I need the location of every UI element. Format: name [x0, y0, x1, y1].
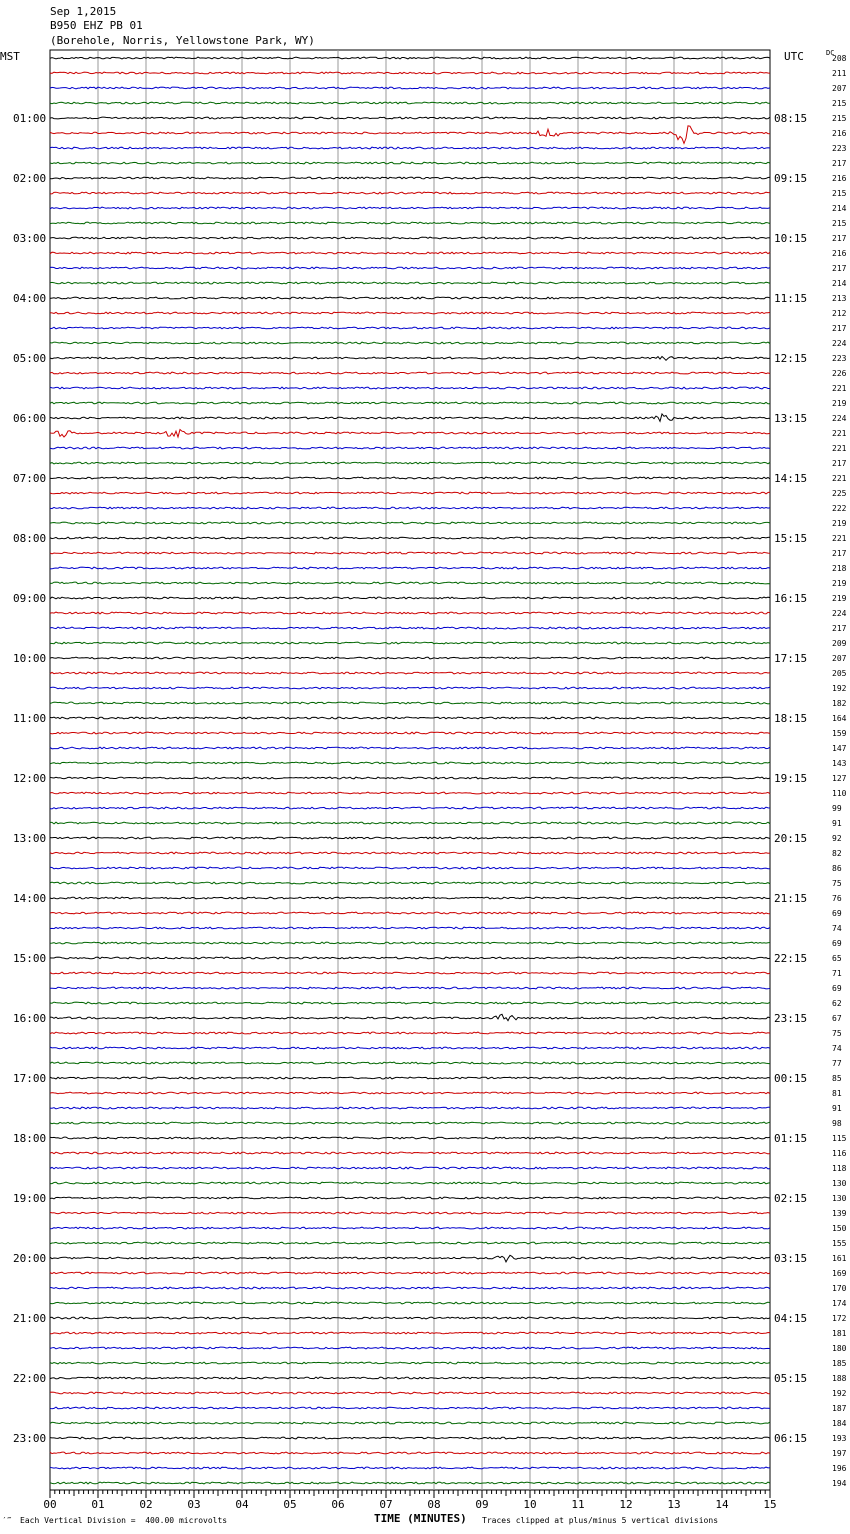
left-hour-label: 07:00: [13, 472, 47, 485]
dc-offset-label: 130: [832, 1194, 847, 1203]
right-hour-label: 05:15: [774, 1372, 808, 1385]
seismic-trace: [50, 807, 770, 809]
left-hour-label: 20:00: [13, 1252, 47, 1265]
dc-offset-label: 77: [832, 1059, 842, 1068]
right-hour-label: 21:15: [774, 892, 808, 905]
dc-offset-label: 205: [832, 669, 847, 678]
right-hour-label: 18:15: [774, 712, 808, 725]
right-hour-label: 08:15: [774, 112, 808, 125]
dc-offset-label: 225: [832, 489, 847, 498]
seismic-trace: [50, 162, 770, 164]
right-hour-label: 22:15: [774, 952, 808, 965]
x-tick-label: 15: [763, 1498, 777, 1511]
left-hour-label: 03:00: [13, 232, 47, 245]
seismic-trace: [50, 222, 770, 224]
right-hour-label: 00:15: [774, 1072, 808, 1085]
dc-offset-label: 226: [832, 369, 847, 378]
seismic-trace: [50, 1107, 770, 1109]
x-tick-label: 08: [427, 1498, 441, 1511]
seismic-trace: [50, 57, 770, 59]
left-hour-label: 05:00: [13, 352, 47, 365]
dc-offset-label: 214: [832, 279, 847, 288]
dc-offset-label: 216: [832, 129, 847, 138]
left-hour-label: 10:00: [13, 652, 47, 665]
right-hour-label: 14:15: [774, 472, 808, 485]
seismic-trace: [50, 1272, 770, 1274]
dc-offset-label: 75: [832, 1029, 842, 1038]
dc-offset-label: 172: [832, 1314, 847, 1323]
right-hour-label: 03:15: [774, 1252, 808, 1265]
left-hour-label: 21:00: [13, 1312, 47, 1325]
seismic-trace: [50, 102, 770, 104]
dc-offset-label: 147: [832, 744, 847, 753]
dc-offset-label: 223: [832, 354, 847, 363]
dc-offset-label: 209: [832, 639, 847, 648]
seismic-trace: [50, 972, 770, 974]
seismic-trace: [50, 1302, 770, 1304]
dc-offset-label: 181: [832, 1329, 847, 1338]
left-hour-label: 08:00: [13, 532, 47, 545]
dc-offset-label: 219: [832, 399, 847, 408]
dc-offset-label: 161: [832, 1254, 847, 1263]
left-hour-label: 01:00: [13, 112, 47, 125]
seismic-trace: [50, 1167, 770, 1169]
dc-offset-label: 224: [832, 609, 847, 618]
seismic-trace: [50, 1392, 770, 1394]
seismic-trace: [50, 1437, 770, 1439]
left-hour-label: 22:00: [13, 1372, 47, 1385]
seismic-trace: [50, 507, 770, 509]
station-code: B950 EHZ PB 01: [50, 19, 143, 32]
x-tick-label: 00: [43, 1498, 57, 1511]
seismic-trace: [50, 87, 770, 89]
seismic-trace: [50, 297, 770, 299]
seismic-trace: [50, 627, 770, 629]
right-hour-label: 02:15: [774, 1192, 808, 1205]
station-location: (Borehole, Norris, Yellowstone Park, WY): [50, 34, 315, 47]
x-tick-label: 12: [619, 1498, 633, 1511]
dc-offset-label: 69: [832, 984, 842, 993]
seismic-trace: [50, 1122, 770, 1124]
left-hour-label: 14:00: [13, 892, 47, 905]
seismic-trace: [50, 927, 770, 929]
right-hour-label: 13:15: [774, 412, 808, 425]
seismic-trace: [50, 717, 770, 719]
dc-offset-label: 115: [832, 1134, 847, 1143]
seismic-trace: [50, 942, 770, 944]
seismic-trace: [50, 762, 770, 764]
left-hour-label: 18:00: [13, 1132, 47, 1145]
dc-offset-label: 159: [832, 729, 847, 738]
dc-offset-label: 221: [832, 474, 847, 483]
left-hour-label: 02:00: [13, 172, 47, 185]
seismic-trace: [50, 1482, 770, 1484]
dc-offset-label: 130: [832, 1179, 847, 1188]
x-tick-label: 13: [667, 1498, 681, 1511]
left-hour-label: 23:00: [13, 1432, 47, 1445]
seismic-trace: [50, 1182, 770, 1184]
right-hour-label: 09:15: [774, 172, 808, 185]
dc-offset-label: 215: [832, 189, 847, 198]
dc-offset-label: 187: [832, 1404, 847, 1413]
dc-offset-label: 219: [832, 594, 847, 603]
seismic-trace: [50, 1332, 770, 1334]
seismic-trace: [50, 1014, 770, 1020]
seismic-trace: [50, 117, 770, 119]
dc-offset-label: 69: [832, 939, 842, 948]
seismic-trace: [50, 732, 770, 734]
right-hour-label: 12:15: [774, 352, 808, 365]
seismic-trace: [50, 1317, 770, 1319]
seismic-trace: [50, 357, 770, 361]
seismic-trace: [50, 477, 770, 479]
dc-offset-label: 221: [832, 384, 847, 393]
dc-offset-label: 215: [832, 219, 847, 228]
seismic-trace: [50, 867, 770, 869]
seismic-trace: [50, 126, 770, 144]
seismic-trace: [50, 747, 770, 749]
dc-offset-label: 62: [832, 999, 842, 1008]
seismic-trace: [50, 582, 770, 584]
seismic-trace: [50, 1362, 770, 1364]
dc-offset-label: 217: [832, 159, 847, 168]
dc-offset-label: 207: [832, 84, 847, 93]
dc-offset-label: 217: [832, 549, 847, 558]
x-tick-label: 07: [379, 1498, 393, 1511]
dc-offset-label: 223: [832, 144, 847, 153]
seismic-trace: [50, 1152, 770, 1154]
dc-offset-label: 81: [832, 1089, 842, 1098]
seismic-trace: [50, 1212, 770, 1214]
dc-label: DC: [826, 49, 835, 57]
dc-offset-label: 74: [832, 924, 842, 933]
right-hour-label: 17:15: [774, 652, 808, 665]
dc-offset-label: 217: [832, 264, 847, 273]
dc-offset-label: 222: [832, 504, 847, 513]
right-hour-label: 23:15: [774, 1012, 808, 1025]
dc-offset-label: 143: [832, 759, 847, 768]
seismic-trace: [50, 1227, 770, 1229]
dc-offset-label: 208: [832, 54, 847, 63]
seismic-trace: [50, 852, 770, 854]
seismic-trace: [50, 897, 770, 899]
dc-offset-label: 91: [832, 1104, 842, 1113]
left-hour-label: 19:00: [13, 1192, 47, 1205]
seismic-trace: [50, 1032, 770, 1034]
dc-offset-label: 196: [832, 1464, 847, 1473]
dc-offset-label: 221: [832, 534, 847, 543]
dc-offset-label: 139: [832, 1209, 847, 1218]
right-hour-label: 10:15: [774, 232, 808, 245]
seismic-trace: [50, 642, 770, 644]
seismic-trace: [50, 537, 770, 539]
seismic-trace: [50, 1047, 770, 1049]
seismic-trace: [50, 687, 770, 689]
x-tick-label: 02: [139, 1498, 153, 1511]
dc-offset-label: 216: [832, 174, 847, 183]
dc-offset-label: 192: [832, 684, 847, 693]
dc-offset-label: 219: [832, 519, 847, 528]
dc-offset-label: 207: [832, 654, 847, 663]
seismic-trace: [50, 1422, 770, 1424]
seismic-trace: [50, 1077, 770, 1079]
seismic-trace: [50, 882, 770, 884]
seismic-trace: [50, 552, 770, 554]
dc-offset-label: 150: [832, 1224, 847, 1233]
dc-offset-label: 218: [832, 564, 847, 573]
dc-offset-label: 211: [832, 69, 847, 78]
dc-offset-label: 170: [832, 1284, 847, 1293]
seismic-trace: [50, 462, 770, 464]
dc-offset-label: 86: [832, 864, 842, 873]
left-hour-label: 09:00: [13, 592, 47, 605]
dc-offset-label: 193: [832, 1434, 847, 1443]
right-hour-label: 20:15: [774, 832, 808, 845]
dc-offset-label: 217: [832, 234, 847, 243]
seismic-trace: [50, 327, 770, 329]
right-hour-label: 16:15: [774, 592, 808, 605]
seismic-trace: [50, 672, 770, 674]
dc-offset-label: 194: [832, 1479, 847, 1488]
dc-offset-label: 76: [832, 894, 842, 903]
left-hour-label: 17:00: [13, 1072, 47, 1085]
dc-offset-label: 92: [832, 834, 842, 843]
seismic-trace: [50, 267, 770, 269]
x-tick-label: 05: [283, 1498, 297, 1511]
seismic-trace: [50, 1452, 770, 1454]
dc-offset-label: 192: [832, 1389, 847, 1398]
dc-offset-label: 71: [832, 969, 842, 978]
dc-offset-label: 75: [832, 879, 842, 888]
dc-offset-label: 216: [832, 249, 847, 258]
seismic-trace: [50, 72, 770, 74]
right-timezone-label: UTC: [784, 50, 804, 63]
dc-offset-label: 69: [832, 909, 842, 918]
seismic-trace: [50, 912, 770, 914]
seismic-trace: [50, 657, 770, 659]
dc-offset-label: 127: [832, 774, 847, 783]
seismic-trace: [50, 777, 770, 779]
right-hour-label: 04:15: [774, 1312, 808, 1325]
dc-offset-label: 174: [832, 1299, 847, 1308]
dc-offset-label: 185: [832, 1359, 847, 1368]
dc-offset-label: 217: [832, 624, 847, 633]
dc-offset-label: 99: [832, 804, 842, 813]
x-tick-label: 10: [523, 1498, 537, 1511]
dc-offset-label: 91: [832, 819, 842, 828]
seismic-trace: [50, 387, 770, 389]
seismic-trace: [50, 402, 770, 404]
seismic-trace: [50, 612, 770, 614]
dc-offset-label: 224: [832, 339, 847, 348]
seismic-trace: [50, 447, 770, 449]
left-hour-label: 06:00: [13, 412, 47, 425]
dc-offset-label: 74: [832, 1044, 842, 1053]
seismic-trace: [50, 1137, 770, 1139]
seismic-trace: [50, 207, 770, 209]
seismic-trace: [50, 1467, 770, 1469]
dc-offset-label: 85: [832, 1074, 842, 1083]
dc-offset-label: 217: [832, 324, 847, 333]
x-tick-label: 01: [91, 1498, 105, 1511]
seismic-trace: [50, 492, 770, 494]
left-hour-label: 11:00: [13, 712, 47, 725]
seismic-trace: [50, 192, 770, 194]
seismic-trace: [50, 1062, 770, 1064]
dc-offset-label: 212: [832, 309, 847, 318]
dc-offset-label: 98: [832, 1119, 842, 1128]
x-tick-label: 09: [475, 1498, 489, 1511]
dc-offset-label: 213: [832, 294, 847, 303]
dc-offset-label: 118: [832, 1164, 847, 1173]
dc-offset-label: 214: [832, 204, 847, 213]
dc-offset-label: 110: [832, 789, 847, 798]
seismic-trace: [50, 372, 770, 374]
seismic-trace: [50, 1092, 770, 1094]
x-tick-label: 11: [571, 1498, 585, 1511]
right-hour-label: 11:15: [774, 292, 808, 305]
seismic-trace: [50, 792, 770, 794]
right-hour-label: 06:15: [774, 1432, 808, 1445]
dc-offset-label: 164: [832, 714, 847, 723]
dc-offset-label: 221: [832, 429, 847, 438]
seismic-trace: [50, 1242, 770, 1244]
seismic-trace: [50, 1347, 770, 1349]
seismic-trace: [50, 1255, 770, 1262]
footer-mark: ′‴: [2, 1516, 12, 1525]
seismic-trace: [50, 1377, 770, 1379]
seismic-trace: [50, 237, 770, 239]
seismic-trace: [50, 312, 770, 314]
seismic-trace: [50, 430, 770, 438]
seismic-trace: [50, 597, 770, 599]
left-hour-label: 15:00: [13, 952, 47, 965]
seismic-trace: [50, 1197, 770, 1199]
seismic-trace: [50, 177, 770, 179]
dc-offset-label: 215: [832, 99, 847, 108]
seismic-trace: [50, 342, 770, 344]
seismic-trace: [50, 1407, 770, 1409]
x-tick-label: 14: [715, 1498, 729, 1511]
dc-offset-label: 82: [832, 849, 842, 858]
seismic-trace: [50, 567, 770, 569]
left-hour-label: 13:00: [13, 832, 47, 845]
dc-offset-label: 184: [832, 1419, 847, 1428]
dc-offset-label: 215: [832, 114, 847, 123]
seismic-trace: [50, 1287, 770, 1289]
dc-offset-label: 67: [832, 1014, 842, 1023]
dc-offset-label: 180: [832, 1344, 847, 1353]
dc-offset-label: 155: [832, 1239, 847, 1248]
dc-offset-label: 65: [832, 954, 842, 963]
dc-offset-label: 116: [832, 1149, 847, 1158]
seismic-trace: [50, 837, 770, 839]
seismic-trace: [50, 282, 770, 284]
seismic-trace: [50, 147, 770, 149]
dc-offset-label: 169: [832, 1269, 847, 1278]
dc-offset-label: 219: [832, 579, 847, 588]
right-hour-label: 15:15: [774, 532, 808, 545]
right-hour-label: 19:15: [774, 772, 808, 785]
dc-offset-label: 197: [832, 1449, 847, 1458]
scale-note: Each Vertical Division = 400.00 microvolts: [20, 1516, 228, 1525]
dc-offset-label: 188: [832, 1374, 847, 1383]
left-hour-label: 04:00: [13, 292, 47, 305]
dc-offset-label: 217: [832, 459, 847, 468]
x-tick-label: 03: [187, 1498, 201, 1511]
dc-offset-label: 224: [832, 414, 847, 423]
x-axis-label: TIME (MINUTES): [374, 1512, 467, 1525]
seismic-trace: [50, 987, 770, 989]
plot-date: Sep 1,2015: [50, 5, 117, 18]
seismic-trace: [50, 252, 770, 254]
x-tick-label: 06: [331, 1498, 345, 1511]
seismic-trace: [50, 1002, 770, 1004]
clip-note: Traces clipped at plus/minus 5 vertical divisions: [482, 1516, 719, 1525]
seismic-trace: [50, 822, 770, 824]
x-tick-label: 04: [235, 1498, 249, 1511]
right-hour-label: 01:15: [774, 1132, 808, 1145]
left-hour-label: 16:00: [13, 1012, 47, 1025]
dc-offset-label: 182: [832, 699, 847, 708]
seismic-trace: [50, 414, 770, 421]
left-timezone-label: MST: [0, 50, 20, 63]
seismic-trace: [50, 522, 770, 524]
left-hour-label: 12:00: [13, 772, 47, 785]
seismic-trace: [50, 702, 770, 704]
seismic-trace: [50, 957, 770, 959]
dc-offset-label: 221: [832, 444, 847, 453]
